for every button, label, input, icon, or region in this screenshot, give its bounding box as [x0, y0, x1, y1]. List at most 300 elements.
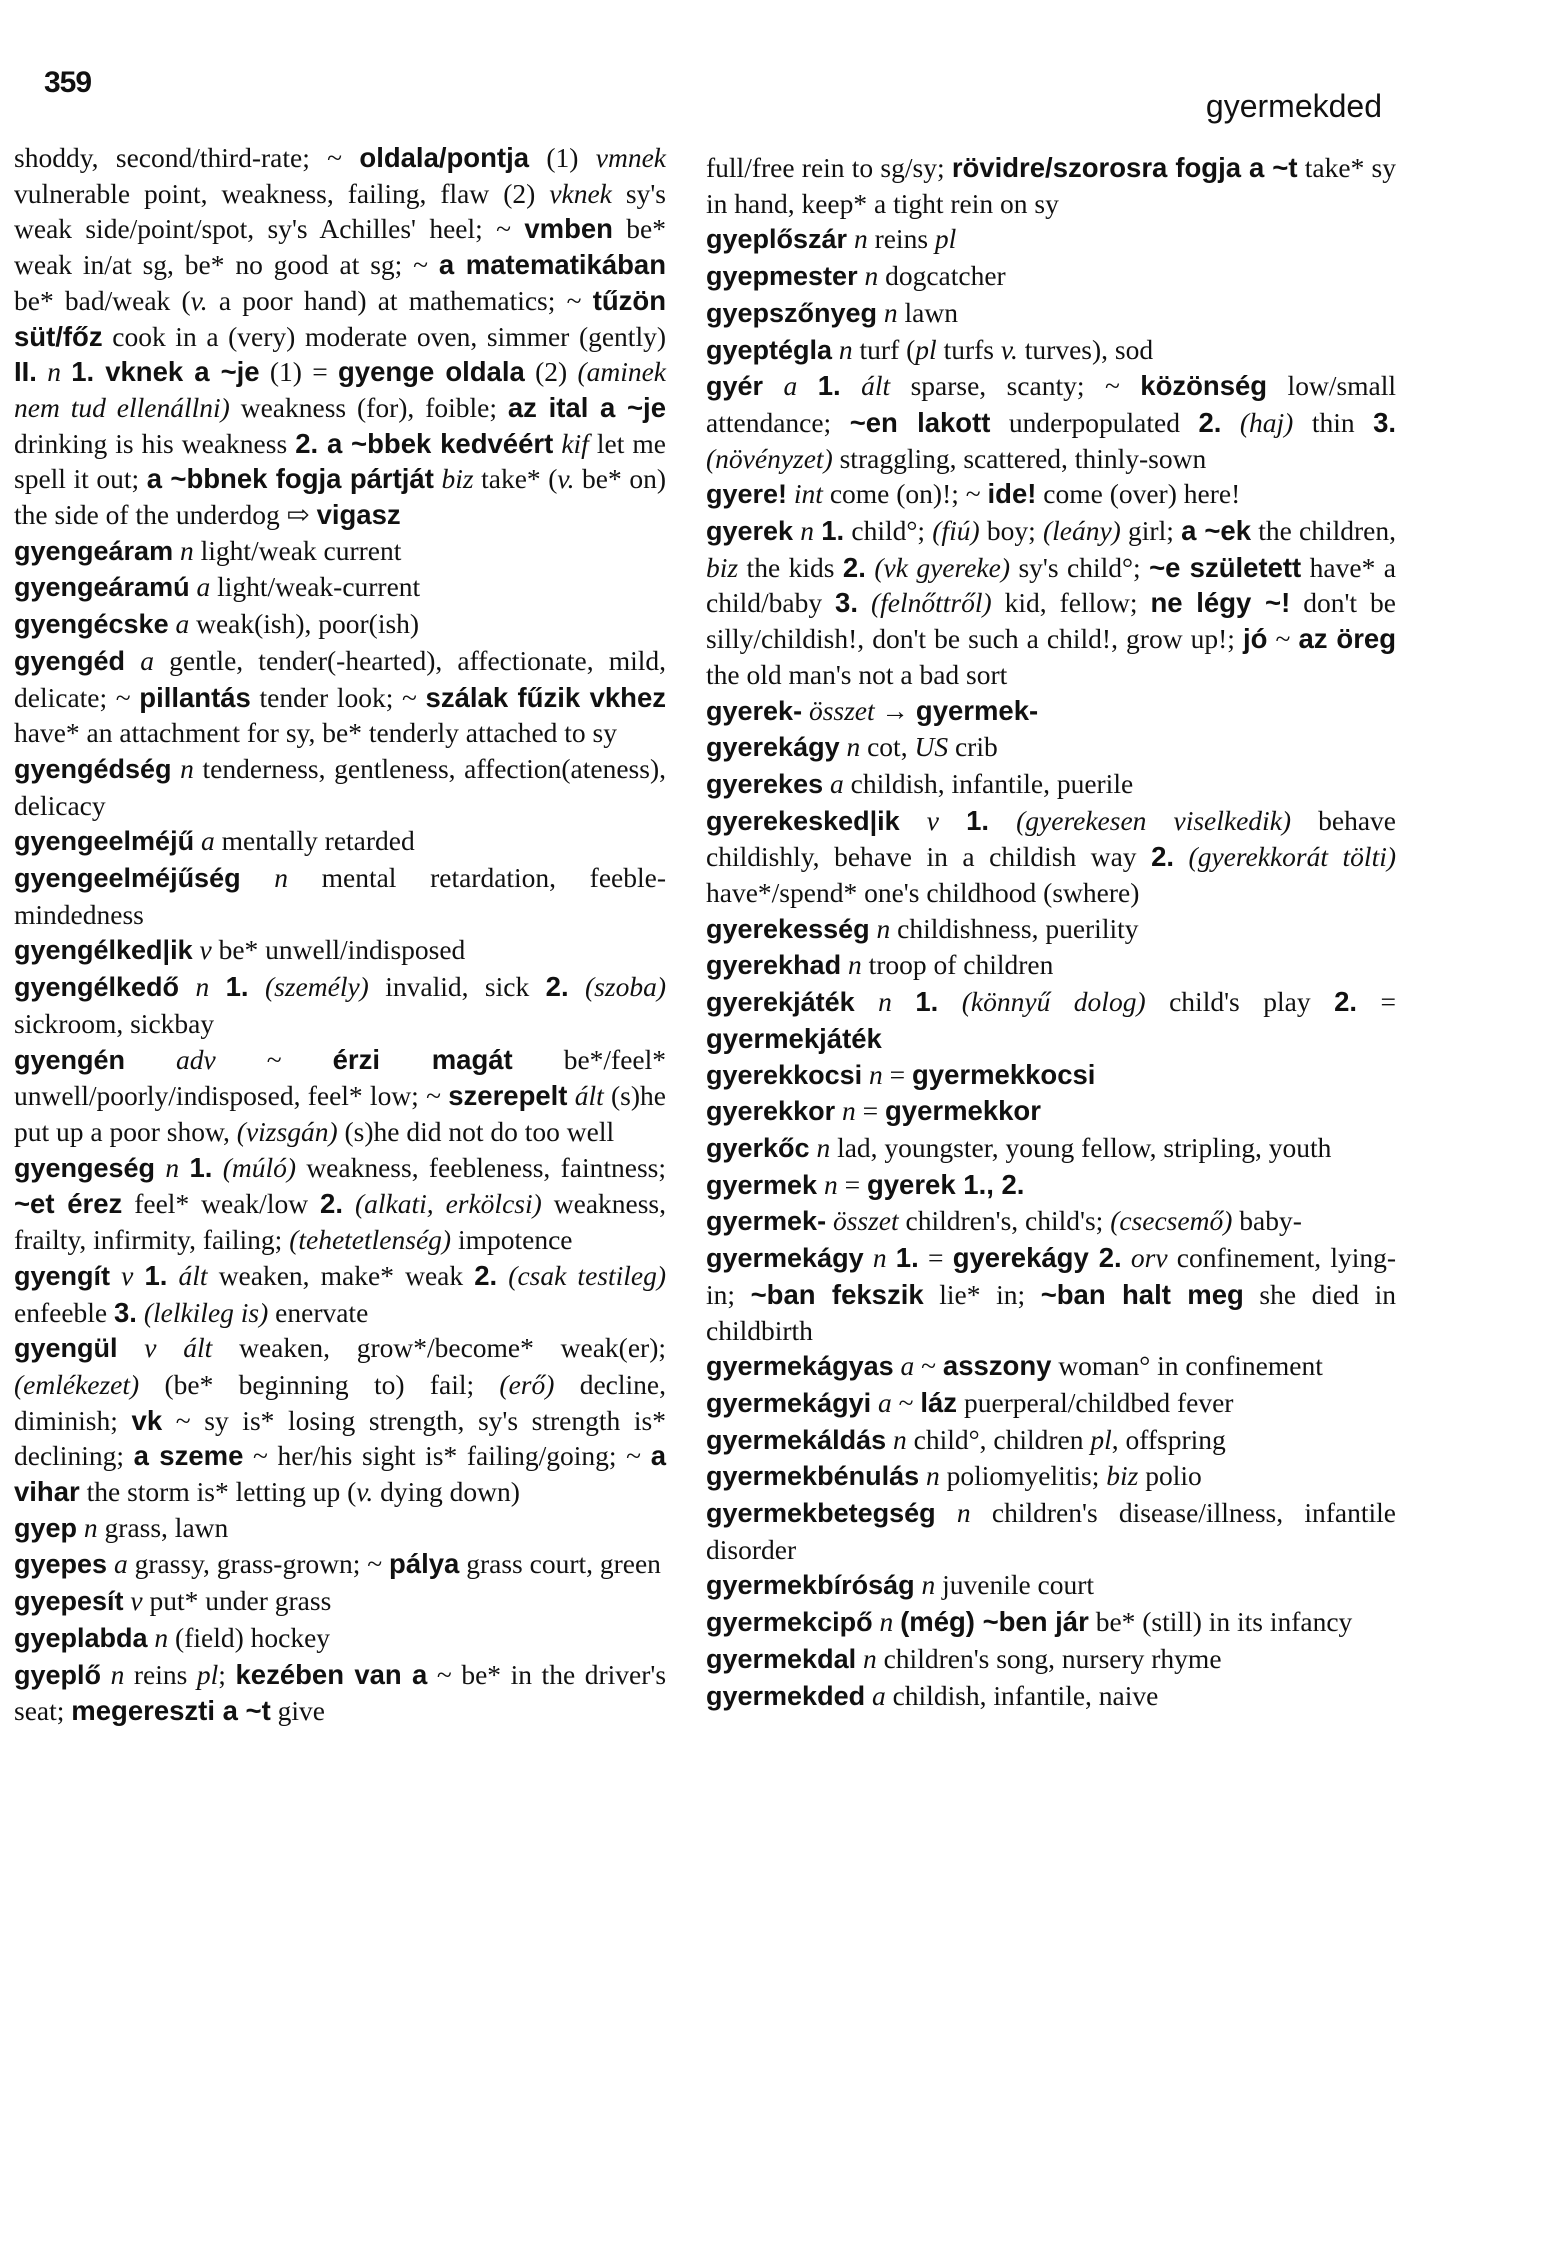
italic-label: n [180, 752, 194, 784]
headword: gyerekkor [706, 1096, 836, 1127]
italic-label: n [800, 515, 815, 547]
definition-text: let me spell it out; [14, 427, 666, 495]
definition-text [802, 695, 809, 726]
definition-text [938, 986, 961, 1017]
definition-text [37, 356, 47, 387]
right-column [706, 150, 1396, 1714]
bold-phrase: 3. [1373, 406, 1397, 438]
italic-label: (alkati, erkölcsi) [354, 1188, 542, 1220]
definition-text [209, 971, 225, 1002]
dictionary-entry [706, 1422, 1396, 1459]
italic-label: n [847, 949, 862, 981]
definition-text: have* a child/baby [706, 551, 1397, 619]
bold-phrase: ide! [987, 478, 1037, 510]
italic-label: n [110, 1658, 125, 1690]
bold-phrase: a vihar [14, 1440, 666, 1508]
dictionary-entry [706, 258, 1396, 295]
definition-text [101, 1659, 111, 1690]
definition-text [241, 862, 275, 893]
headword: gyermekbetegség [706, 1498, 936, 1529]
italic-label: (csak testileg) [508, 1259, 667, 1291]
headword: gyerekesked|ik [706, 805, 900, 836]
definition-text: decline, diminish; [14, 1368, 666, 1436]
bold-phrase: 1. [966, 804, 990, 836]
definition-text: child°, children [906, 1423, 1091, 1455]
definition-text: turves), sod [1017, 333, 1154, 365]
definition-text: weaken, make* weak [207, 1259, 475, 1291]
italic-label: (gyerekesen viselkedik) [1016, 804, 1292, 836]
definition-text: lie* in; [923, 1278, 1041, 1310]
definition-text: kid, fellow; [991, 587, 1151, 619]
bold-phrase: kezében van a [235, 1658, 428, 1690]
dictionary-entry [706, 947, 1396, 984]
definition-text: mental retardation, feeble-mindedness [14, 862, 667, 930]
definition-text: give [270, 1695, 325, 1727]
bold-phrase: tűzön süt/főz [14, 284, 666, 352]
italic-label: n [862, 1642, 877, 1674]
definition-text: drinking is his weakness [14, 427, 296, 459]
definition-text: ~ [914, 1350, 943, 1382]
headword: gyep [14, 1512, 78, 1543]
definition-text: poliomyelitis; [939, 1460, 1107, 1492]
headword: gyengül [14, 1333, 118, 1364]
dictionary-entry [706, 1240, 1396, 1348]
definition-text [1174, 841, 1189, 872]
dictionary-entry [14, 932, 666, 969]
italic-label: (személy) [265, 971, 369, 1003]
headword: gyermekcipő [706, 1607, 873, 1638]
italic-label: v. [190, 284, 208, 316]
definition-text [865, 1680, 872, 1711]
bold-phrase: a szeme [133, 1440, 244, 1472]
dictionary-entry [706, 221, 1396, 258]
italic-label: (lelkileg is) [143, 1296, 269, 1328]
definition-text [887, 1242, 896, 1273]
dictionary-entry [14, 1583, 666, 1620]
definition-text: childish, infantile, naive [885, 1679, 1159, 1711]
definition-text [823, 768, 830, 799]
headword: gyerekjáték [706, 987, 855, 1018]
definition-text [343, 1188, 355, 1219]
definition-text [125, 645, 140, 676]
bold-phrase: gyerekágy 2. [952, 1242, 1122, 1274]
bold-phrase: 2. [842, 551, 866, 583]
dictionary-entry [706, 1057, 1396, 1094]
definition-text: be* (still) in its infancy [1088, 1606, 1353, 1638]
definition-text [118, 1332, 145, 1363]
bold-phrase: megereszti a ~t [71, 1695, 271, 1727]
bold-phrase: az ital a ~je [507, 391, 666, 423]
italic-label: n [878, 986, 892, 1018]
definition-text: child°; [844, 515, 933, 547]
definition-text: = [918, 1242, 953, 1274]
definition-text: sy's weak side/point/spot, sy's Achilles' heel; ~ [14, 177, 666, 245]
definition-text [870, 913, 877, 944]
definition-text: feel* weak/low [122, 1188, 321, 1220]
italic-label: n [925, 1460, 940, 1492]
bold-phrase: 1. [915, 986, 939, 1018]
definition-text: sickroom, sickbay [14, 1007, 215, 1039]
dictionary-entry [706, 1495, 1396, 1567]
dictionary-entry [706, 295, 1396, 332]
bold-phrase: ~et érez [14, 1188, 123, 1220]
dictionary-entry [706, 1604, 1396, 1641]
italic-label: (tehetetlenség) [289, 1224, 452, 1256]
definition-text [77, 1512, 84, 1543]
dictionary-entry [14, 1330, 666, 1510]
headword: gyeplabda [14, 1622, 148, 1653]
italic-label: (könnyű dolog) [961, 986, 1146, 1018]
headword: gyerekhad [706, 950, 842, 981]
bold-phrase: szálak fűzik vkhez [425, 681, 666, 713]
definition-text: weakness, feebleness, faintness; [296, 1151, 666, 1183]
dictionary-entry [14, 1510, 666, 1547]
definition-text [841, 370, 861, 401]
definition-text: grassy, grass-grown; ~ [127, 1548, 390, 1580]
italic-label: a [783, 370, 798, 402]
definition-text: enfeeble [14, 1296, 114, 1328]
definition-text: the kids [738, 551, 843, 583]
bold-phrase: ne légy ~! [1150, 587, 1291, 619]
definition-text: thin [1293, 406, 1374, 438]
definition-text [194, 825, 201, 856]
definition-text: ~ her/his sight is* failing/going; ~ [243, 1440, 651, 1472]
dictionary-entry [706, 476, 1396, 513]
dictionary-entry [14, 860, 666, 932]
bold-phrase: rövidre/szorosra fogja a ~t [951, 152, 1298, 183]
definition-text: invalid, sick [368, 971, 546, 1003]
definition-text: woman° in confinement [1051, 1350, 1323, 1382]
headword: gyengéd [14, 645, 126, 676]
definition-text: , offspring [1111, 1423, 1226, 1455]
bold-phrase: 2. [1198, 406, 1222, 438]
headword: gyengít [14, 1260, 111, 1291]
dictionary-entry [706, 1093, 1396, 1130]
italic-label: a [196, 571, 211, 603]
definition-text: children's, child's; [898, 1205, 1111, 1237]
definition-text [193, 934, 200, 965]
definition-text: turf ( [852, 333, 916, 365]
headword: gyengédség [14, 753, 172, 784]
definition-text [212, 1152, 222, 1183]
italic-label: ált [861, 370, 891, 402]
definition-text: be* unwell/indisposed [211, 934, 466, 966]
italic-label: (haj) [1239, 406, 1294, 438]
dictionary-entry [14, 1042, 666, 1150]
definition-text: = [1357, 986, 1396, 1018]
dictionary-entry [706, 1458, 1396, 1495]
definition-text: grass, lawn [97, 1511, 229, 1543]
italic-label: a [871, 1679, 886, 1711]
definition-text: baby- [1232, 1205, 1302, 1237]
bold-phrase: 1. [225, 971, 249, 1003]
definition-text [179, 971, 195, 1002]
italic-label: n [165, 1151, 180, 1183]
definition-text: don't be silly/childish!, don't be such a child!, grow up!; [706, 587, 1396, 655]
running-head: gyermekded [1205, 88, 1382, 124]
page-number: 359 [44, 66, 92, 99]
definition-text: put* under grass [142, 1585, 332, 1617]
bold-phrase: szerepelt [448, 1080, 568, 1112]
dictionary-entry [14, 569, 666, 606]
definition-text: enervate [268, 1296, 369, 1328]
italic-label: n [956, 1497, 971, 1529]
definition-text: a poor hand) at mathematics; ~ [207, 284, 593, 316]
definition-text [847, 223, 854, 254]
bold-phrase: láz [920, 1386, 958, 1418]
headword: gyermek [706, 1169, 818, 1200]
definition-text [877, 297, 884, 328]
italic-label: adv [176, 1043, 216, 1075]
italic-label: a [113, 1548, 128, 1580]
italic-label: n [883, 296, 898, 328]
bold-phrase: vmben [524, 213, 613, 245]
italic-label: (felnőttről) [870, 587, 992, 619]
bold-phrase: 1. [189, 1151, 213, 1183]
italic-label: (erő) [499, 1368, 555, 1400]
dictionary-entry [706, 1678, 1396, 1715]
headword: gyeplőszár [706, 224, 848, 255]
italic-label: n [838, 333, 853, 365]
bold-phrase: 1. [895, 1242, 919, 1274]
definition-text [989, 805, 1016, 836]
definition-text: be* weak in/at sg, be* no good at sg; ~ [14, 213, 667, 281]
definition-text: the old man's not a bad sort [706, 658, 1008, 690]
bold-phrase: 1. vknek a ~je [71, 356, 260, 388]
definition-text [936, 1497, 957, 1528]
headword: gyerek [706, 516, 794, 547]
definition-text [894, 1350, 901, 1381]
definition-text: dying down) [373, 1476, 520, 1508]
definition-text: juvenile court [935, 1569, 1095, 1601]
italic-label: vknek [549, 177, 612, 209]
definition-text: tenderness, gentleness, affection(ateness), delicacy [14, 752, 666, 821]
bold-phrase: 1. [821, 515, 845, 547]
definition-text: (s)he put up a poor show, [14, 1080, 667, 1147]
definition-text [110, 1260, 121, 1291]
italic-label: US [914, 731, 949, 763]
definition-text [137, 1297, 144, 1328]
definition-text [569, 971, 585, 1002]
dictionary-entry [706, 729, 1396, 766]
italic-label: pl [196, 1658, 219, 1690]
definition-text: grass court, green [459, 1548, 661, 1580]
bold-phrase: II. [14, 356, 37, 388]
bold-phrase: ~en lakott [849, 406, 991, 438]
headword: gyepmester [706, 261, 858, 292]
headword: gyerek- [706, 695, 803, 726]
definition-text [173, 535, 180, 566]
definition-text: sparse, scanty; ~ [890, 370, 1141, 402]
bold-phrase: 2. [1151, 841, 1175, 873]
dictionary-entry [706, 150, 1396, 221]
definition-text [858, 587, 871, 618]
definition-text: children's song, nursery rhyme [876, 1642, 1222, 1674]
dictionary-entry [706, 513, 1396, 693]
definition-text [856, 1643, 863, 1674]
definition-text [900, 805, 927, 836]
dictionary-entry [706, 1167, 1396, 1204]
italic-label: n [853, 223, 868, 255]
italic-label: v. [356, 1476, 374, 1508]
definition-text [864, 1242, 873, 1273]
bold-phrase: ~ban halt meg [1040, 1278, 1244, 1310]
headword: gyermekágyi [706, 1387, 872, 1418]
headword: gyerekágy [706, 732, 840, 763]
definition-text: impotence [451, 1224, 573, 1256]
definition-text [763, 370, 783, 401]
headword: gyepszőnyeg [706, 297, 878, 328]
definition-text: weak(ish), poor(ish) [189, 608, 420, 640]
italic-label: n [864, 260, 879, 292]
definition-text: (2) [524, 356, 578, 388]
italic-label: (fiú) [932, 515, 980, 547]
dictionary-entry [14, 1657, 666, 1729]
bold-phrase: 2. [545, 971, 569, 1003]
definition-text: come (on)!; ~ [822, 478, 988, 510]
bold-phrase: 2. [1334, 986, 1357, 1018]
headword: gyér [706, 371, 764, 402]
headword: gyermekágy [706, 1243, 864, 1274]
dictionary-entry [14, 823, 666, 860]
italic-label: n [921, 1569, 936, 1601]
italic-label: v. [557, 463, 575, 495]
definition-text [855, 986, 878, 1017]
definition-text [892, 986, 915, 1017]
italic-label: orv [1130, 1242, 1168, 1274]
headword: gyermekáldás [706, 1424, 887, 1455]
bold-phrase: a ~ek [1181, 515, 1252, 547]
bold-phrase: gyermekkocsi [912, 1058, 1096, 1090]
definition-text [133, 1260, 144, 1291]
bold-phrase: (még) ~ben jár [900, 1606, 1089, 1638]
headword: gyere! [706, 479, 788, 510]
definition-text [832, 334, 839, 365]
italic-label: (csecsemő) [1110, 1205, 1233, 1237]
bold-phrase: 2. [320, 1188, 343, 1220]
definition-text: ~ be* in the driver's seat; [14, 1658, 667, 1727]
headword: gyengeség [14, 1152, 156, 1183]
bold-phrase: 1. [144, 1259, 168, 1291]
definition-text: puerperal/childbed fever [957, 1386, 1234, 1418]
italic-label: v ált [144, 1332, 213, 1364]
definition-text: straggling, scattered, thinly-sown [832, 442, 1207, 474]
bold-phrase: gyerek 1., 2. [866, 1168, 1025, 1200]
definition-text: (s)he did not do too well [337, 1115, 615, 1147]
dictionary-entry [706, 766, 1396, 803]
italic-label: n [83, 1511, 98, 1543]
definition-text: troop of children [861, 949, 1054, 981]
definition-text: (field) hockey [168, 1621, 331, 1653]
headword: gyermekdal [706, 1643, 857, 1674]
italic-label: (szoba) [585, 971, 666, 1003]
definition-text: reins [867, 223, 935, 255]
italic-label: pl [934, 223, 957, 255]
definition-text [862, 1059, 869, 1090]
dictionary-entry [14, 643, 666, 751]
headword: gyepes [14, 1549, 108, 1580]
italic-label: n [154, 1621, 169, 1653]
headword: gyermekágyas [706, 1351, 894, 1382]
headword: gyermekbíróság [706, 1570, 915, 1601]
definition-text: have*/spend* one's childhood (swhere) [706, 877, 1140, 909]
headword: gyerekesség [706, 913, 870, 944]
bold-phrase: az öreg [1298, 623, 1396, 655]
italic-label: n [846, 731, 861, 763]
dictionary-entry [14, 1546, 666, 1583]
italic-label: n [195, 971, 210, 1003]
italic-label: összet [832, 1205, 899, 1237]
italic-label: v. [1000, 333, 1018, 365]
italic-label: a [200, 825, 215, 857]
headword: gyengeelméjű [14, 826, 195, 857]
definition-text: = [855, 1095, 885, 1127]
headword: gyeplő [14, 1659, 102, 1690]
italic-label: biz [706, 551, 739, 583]
dictionary-entry [14, 1620, 666, 1657]
dictionary-entry [14, 533, 666, 570]
definition-text: → [874, 694, 916, 726]
italic-label: v [121, 1259, 134, 1291]
dictionary-entry [14, 1258, 666, 1330]
definition-text: ~ sy is* losing strength, sy's strength is* declining; [14, 1404, 666, 1472]
definition-text: turfs [936, 333, 1001, 365]
definition-text: the children, [1251, 515, 1397, 547]
definition-text: child's play [1145, 986, 1335, 1018]
headword: gyengélkedő [14, 972, 180, 1003]
bold-phrase: pálya [389, 1548, 460, 1580]
definition-text: childish, infantile, puerile [843, 767, 1134, 799]
definition-text: take* ( [473, 463, 558, 495]
definition-text: low/small attendance; [706, 370, 1397, 438]
headword: gyermekded [706, 1680, 866, 1711]
definition-text [107, 1548, 114, 1579]
definition-text [886, 1424, 893, 1455]
definition-text: gentle, tender(-hearted), affectionate, mild, delicate; ~ [14, 644, 667, 713]
definition-text: sy's child°; [1009, 551, 1150, 583]
bold-phrase: oldala/pontja [359, 142, 529, 173]
definition-text: shoddy, second/third-rate; ~ [14, 142, 360, 173]
dictionary-entry [706, 368, 1396, 476]
bold-phrase: gyermekkor [884, 1095, 1041, 1127]
dictionary-entry [14, 751, 666, 823]
definition-text: vulnerable point, weakness, failing, flaw (2) [14, 177, 550, 209]
definition-text [61, 356, 71, 387]
dictionary-entry [706, 1385, 1396, 1422]
bold-phrase: 3. [114, 1296, 137, 1328]
definition-text [919, 1460, 926, 1491]
definition-text [841, 949, 848, 980]
italic-label: biz [1106, 1460, 1139, 1492]
dictionary-entry [14, 969, 666, 1041]
italic-label: pl [915, 333, 937, 365]
dictionary-entry [706, 984, 1396, 1056]
italic-label: a [829, 767, 844, 799]
definition-text: cot, [860, 731, 915, 763]
italic-label: n [274, 862, 288, 894]
italic-label: n [876, 912, 891, 944]
italic-label: pl [1090, 1423, 1112, 1455]
headword: gyengeáram [14, 535, 174, 566]
italic-label: a [877, 1386, 892, 1418]
dictionary-entry [706, 1130, 1396, 1167]
dictionary-entry [706, 1348, 1396, 1385]
italic-label: n [879, 1606, 894, 1638]
bold-phrase: a ~bbnek fogja pártját [146, 463, 434, 495]
definition-text: weakness, frailty, infirmity, failing; [14, 1188, 667, 1256]
bold-phrase: gyenge oldala [338, 356, 525, 388]
definition-text: polio [1138, 1460, 1202, 1492]
